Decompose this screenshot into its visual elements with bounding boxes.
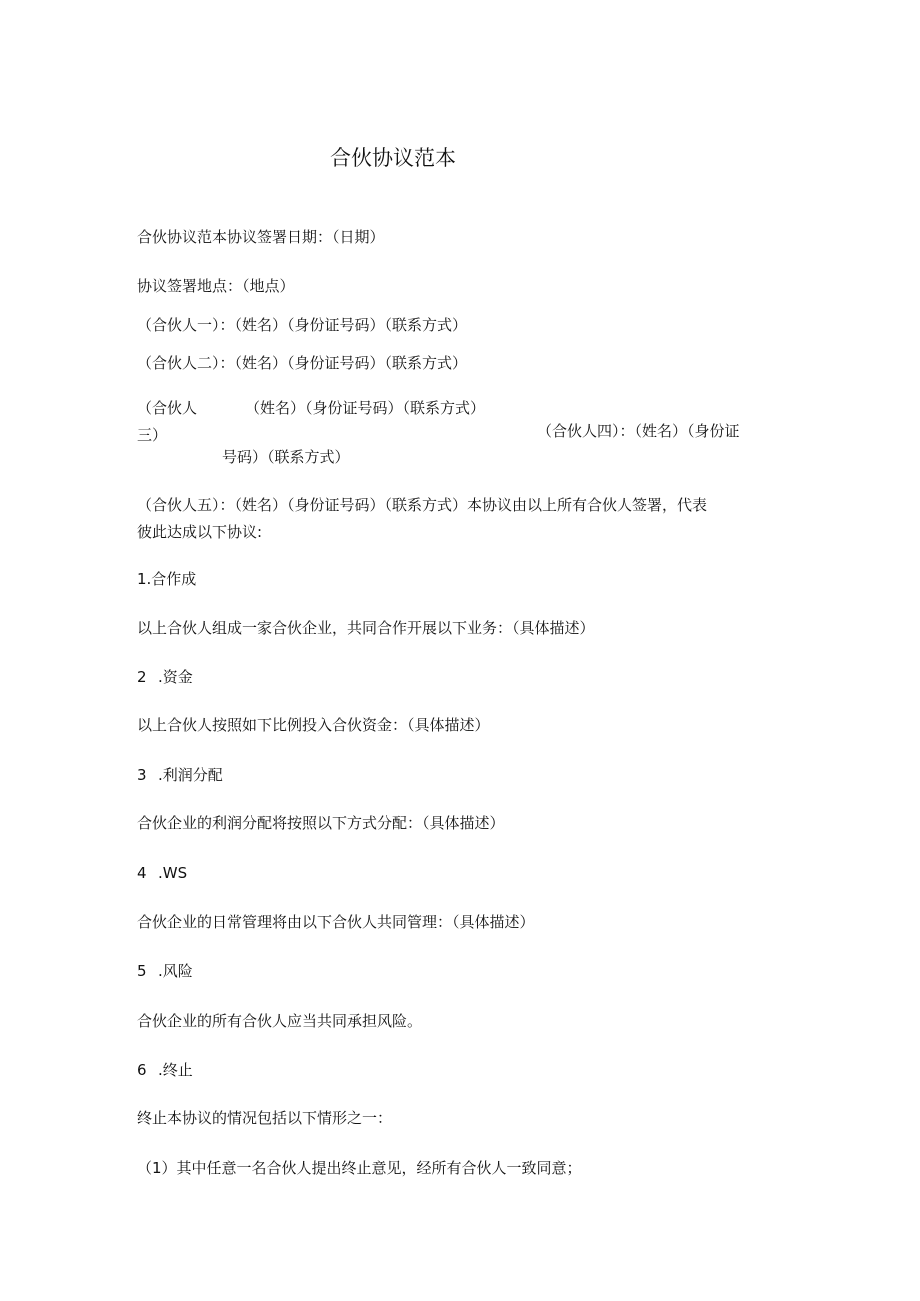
- section-3-heading: .利润分配: [158, 766, 223, 784]
- section-6-number: 6: [137, 1061, 147, 1079]
- section-6-body: 终止本协议的情况包括以下情形之一：: [137, 1109, 393, 1127]
- page-title: 合伙协议范本: [330, 146, 456, 170]
- signing-place-line: 协议签署地点：（地点）: [137, 277, 295, 295]
- signing-date-line: 合伙协议范本协议签署日期：（日期）: [137, 228, 385, 246]
- section-2-number: 2: [137, 668, 147, 686]
- partner-5-line-b: 彼此达成以下协议:: [137, 523, 263, 541]
- section-4-heading: .WS: [158, 864, 188, 882]
- section-2-heading: .资金: [158, 668, 193, 686]
- section-6-heading: .终止: [158, 1061, 193, 1079]
- partner-3-label-b: 三）: [137, 426, 168, 444]
- partner-1-line: （合伙人一）：（姓名）（身份证号码）（联系方式）: [137, 316, 468, 334]
- section-1-body: 以上合伙人组成一家合伙企业，共同合作开展以下业务：（具体描述）: [137, 619, 595, 637]
- section-5-number: 5: [137, 962, 147, 980]
- partner-3-details: （姓名）（身份证号码）（联系方式）: [245, 399, 486, 417]
- partner-5-line-a: （合伙人五）：（姓名）（身份证号码）（联系方式）本协议由以上所有合伙人签署，代表: [137, 496, 708, 514]
- section-4-body: 合伙企业的日常管理将由以下合伙人共同管理：（具体描述）: [137, 913, 535, 931]
- section-3-number: 3: [137, 766, 147, 784]
- section-2-body: 以上合伙人按照如下比例投入合伙资金：（具体描述）: [137, 716, 490, 734]
- section-3-body: 合伙企业的利润分配将按照以下方式分配：（具体描述）: [137, 814, 505, 832]
- section-5-body: 合伙企业的所有合伙人应当共同承担风险。: [137, 1012, 423, 1030]
- partner-3-label-a: （合伙人: [137, 399, 198, 417]
- section-4-number: 4: [137, 864, 147, 882]
- partner-2-line: （合伙人二）：（姓名）（身份证号码）（联系方式）: [137, 354, 468, 372]
- section-1-heading: 1.合作成: [137, 570, 197, 588]
- partner-4-line-b: 号码）（联系方式）: [222, 448, 350, 466]
- section-5-heading: .风险: [158, 962, 193, 980]
- section-6-item-1: （1）其中任意一名合伙人提出终止意见，经所有合伙人一致同意；: [137, 1159, 582, 1177]
- partner-4-line-a: （合伙人四）：（姓名）（身份证: [537, 422, 740, 440]
